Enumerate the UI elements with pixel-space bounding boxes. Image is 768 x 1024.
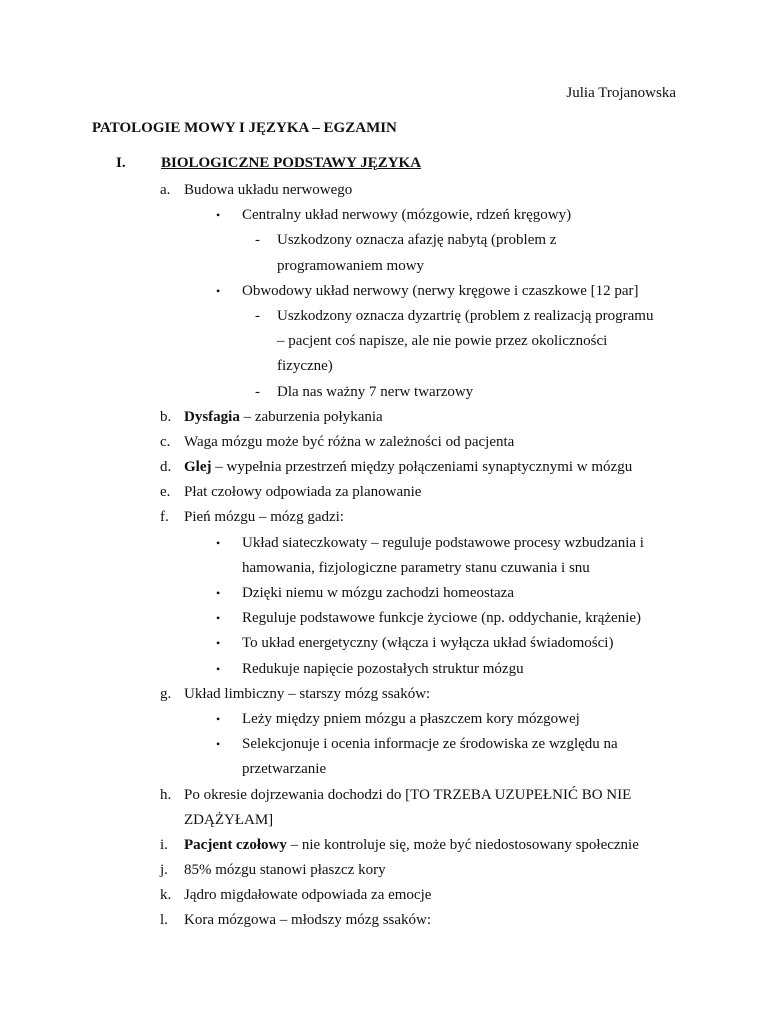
item-text: Układ limbiczny – starszy mózg ssaków:: [184, 685, 431, 702]
item-text: Pień mózgu – mózg gadzi:: [184, 509, 344, 526]
list-item-text: [242, 581, 514, 606]
list-marker: b.: [160, 408, 172, 425]
list-item: [0, 556, 768, 581]
list-item: [0, 279, 768, 304]
dash-marker: -: [255, 232, 260, 249]
item-text: – nie kontroluje się, może być niedostosowany społecznie: [286, 836, 639, 853]
item-text: – zaburzenia połykania: [239, 408, 383, 425]
item-text: To układ energetyczny (włącza i wyłącza układ świadomości): [242, 635, 614, 652]
bullet-marker: •: [216, 636, 221, 651]
list-item-text: [242, 657, 524, 682]
list-item: [0, 380, 768, 405]
item-text: Płat czołowy odpowiada za planowanie: [184, 484, 422, 501]
item-text: Obwodowy układ nerwowy (nerwy kręgowe i czaszkowe [12 par]: [242, 282, 639, 299]
list-item-text: [242, 531, 644, 556]
item-text: – pacjent coś napisze, ale nie powie przez okoliczności: [277, 333, 608, 350]
bullet-marker: •: [216, 208, 221, 223]
list-item: [0, 883, 768, 908]
list-item-text: [277, 228, 556, 253]
bullet-marker: •: [216, 737, 221, 752]
list-marker: e.: [160, 484, 171, 501]
list-item-text: [184, 883, 431, 908]
item-text: Reguluje podstawowe funkcje życiowe (np. oddychanie, krążenie): [242, 610, 642, 627]
list-item: [0, 304, 768, 329]
list-item: [0, 405, 768, 430]
dash-marker: -: [255, 307, 260, 324]
bold-term: Glej: [184, 459, 212, 476]
list-item-text: [184, 682, 430, 707]
bold-term: Dysfagia: [184, 408, 240, 425]
list-item-text: [242, 707, 580, 732]
document-title: PATOLOGIE MOWY I JĘZYKA – EGZAMIN: [92, 120, 397, 136]
list-item: [0, 757, 768, 782]
list-marker: c.: [160, 433, 171, 450]
list-item: [0, 430, 768, 455]
list-marker: l.: [160, 912, 168, 929]
item-text: Leży między pniem mózgu a płaszczem kory mózgowej: [242, 710, 580, 727]
list-item-text: [242, 757, 326, 782]
item-text: Po okresie dojrzewania dochodzi do [TO TRZEBA UZUPEŁNIĆ BO NIE: [184, 786, 632, 803]
list-item: [0, 833, 768, 858]
list-item-text: [242, 631, 613, 656]
list-item: [0, 783, 768, 808]
list-item: [0, 682, 768, 707]
list-marker: d.: [160, 459, 172, 476]
list-marker: j.: [160, 862, 168, 879]
list-item: [0, 228, 768, 253]
list-item: [0, 178, 768, 203]
list-item-text: [184, 833, 639, 858]
list-item-text: [184, 430, 514, 455]
list-item: [0, 606, 768, 631]
list-item: [0, 455, 768, 480]
list-item-text: [184, 455, 632, 480]
list-item: [0, 354, 768, 379]
item-text: ZDĄŻYŁAM]: [184, 811, 274, 828]
bullet-marker: •: [216, 283, 221, 298]
list-item: [0, 329, 768, 354]
list-item-text: [277, 329, 607, 354]
list-item-text: [184, 858, 386, 883]
item-text: Budowa układu nerwowego: [184, 182, 353, 198]
list-item-text: [184, 480, 421, 505]
list-item: [0, 581, 768, 606]
item-text: 85% mózgu stanowi płaszcz kory: [184, 862, 386, 879]
outline-list: [0, 178, 768, 934]
item-text: Waga mózgu może być różna w zależności od pacjenta: [184, 433, 515, 450]
list-item-text: [184, 178, 352, 203]
list-item-text: [277, 380, 473, 405]
list-item-text: [184, 783, 631, 808]
list-item: [0, 858, 768, 883]
item-text: Uszkodzony oznacza dyzartrię (problem z realizacją programu: [277, 307, 654, 324]
list-item: [0, 732, 768, 757]
list-marker: a.: [160, 182, 171, 198]
list-item: [0, 505, 768, 530]
list-item-text: [242, 279, 639, 304]
list-marker: k.: [160, 887, 172, 904]
list-item-text: [242, 556, 590, 581]
bullet-marker: •: [216, 586, 221, 600]
list-item-text: [277, 304, 653, 329]
list-item-text: [184, 505, 344, 530]
item-text: Jądro migdałowate odpowiada za emocje: [184, 887, 432, 904]
bullet-marker: •: [216, 611, 221, 626]
item-text: Centralny układ nerwowy (mózgowie, rdzeń kręgowy): [242, 207, 572, 224]
list-item: [0, 908, 768, 933]
section-number: I.: [116, 155, 126, 171]
list-marker: h.: [160, 786, 172, 803]
list-item-text: [242, 203, 571, 228]
list-item: [0, 254, 768, 279]
list-item-text: [277, 254, 424, 279]
list-marker: f.: [160, 509, 169, 526]
item-text: programowaniem mowy: [277, 257, 425, 274]
list-item-text: [277, 354, 333, 379]
list-item-text: [184, 908, 431, 933]
list-item: [0, 657, 768, 682]
list-item-text: [242, 606, 641, 631]
dash-marker: -: [255, 383, 260, 400]
list-item: [0, 707, 768, 732]
list-item: [0, 531, 768, 556]
bullet-marker: •: [216, 711, 221, 726]
item-text: Kora mózgowa – młodszy mózg ssaków:: [184, 912, 432, 929]
item-text: Redukuje napięcie pozostałych struktur mózgu: [242, 660, 524, 677]
item-text: Selekcjonuje i ocenia informacje ze środowiska ze względu na: [242, 736, 618, 753]
bullet-marker: •: [216, 661, 221, 676]
list-marker: g.: [160, 685, 172, 702]
list-item: [0, 808, 768, 833]
item-text: Dla nas ważny 7 nerw twarzowy: [277, 383, 474, 400]
item-text: przetwarzanie: [242, 761, 327, 778]
item-text: – wypełnia przestrzeń między połączeniami synaptycznymi w mózgu: [211, 459, 633, 476]
item-text: Dzięki niemu w mózgu zachodzi homeostaza: [242, 585, 514, 601]
list-item-text: [184, 405, 383, 430]
item-text: Uszkodzony oznacza afazję nabytą (problem z: [277, 232, 557, 249]
list-item: [0, 203, 768, 228]
list-item-text: [242, 732, 618, 757]
item-text: hamowania, fizjologiczne parametry stanu czuwania i snu: [242, 559, 590, 576]
bullet-marker: •: [216, 535, 221, 550]
list-item: [0, 631, 768, 656]
list-item-text: [184, 808, 273, 833]
list-marker: i.: [160, 836, 168, 853]
section-title: BIOLOGICZNE PODSTAWY JĘZYKA: [161, 155, 422, 171]
list-item: [0, 480, 768, 505]
bold-term: Pacjent czołowy: [184, 836, 287, 853]
item-text: Układ siateczkowaty – reguluje podstawowe procesy wzbudzania i: [242, 534, 644, 551]
author-name: Julia Trojanowska: [566, 85, 676, 101]
item-text: fizyczne): [277, 358, 333, 375]
